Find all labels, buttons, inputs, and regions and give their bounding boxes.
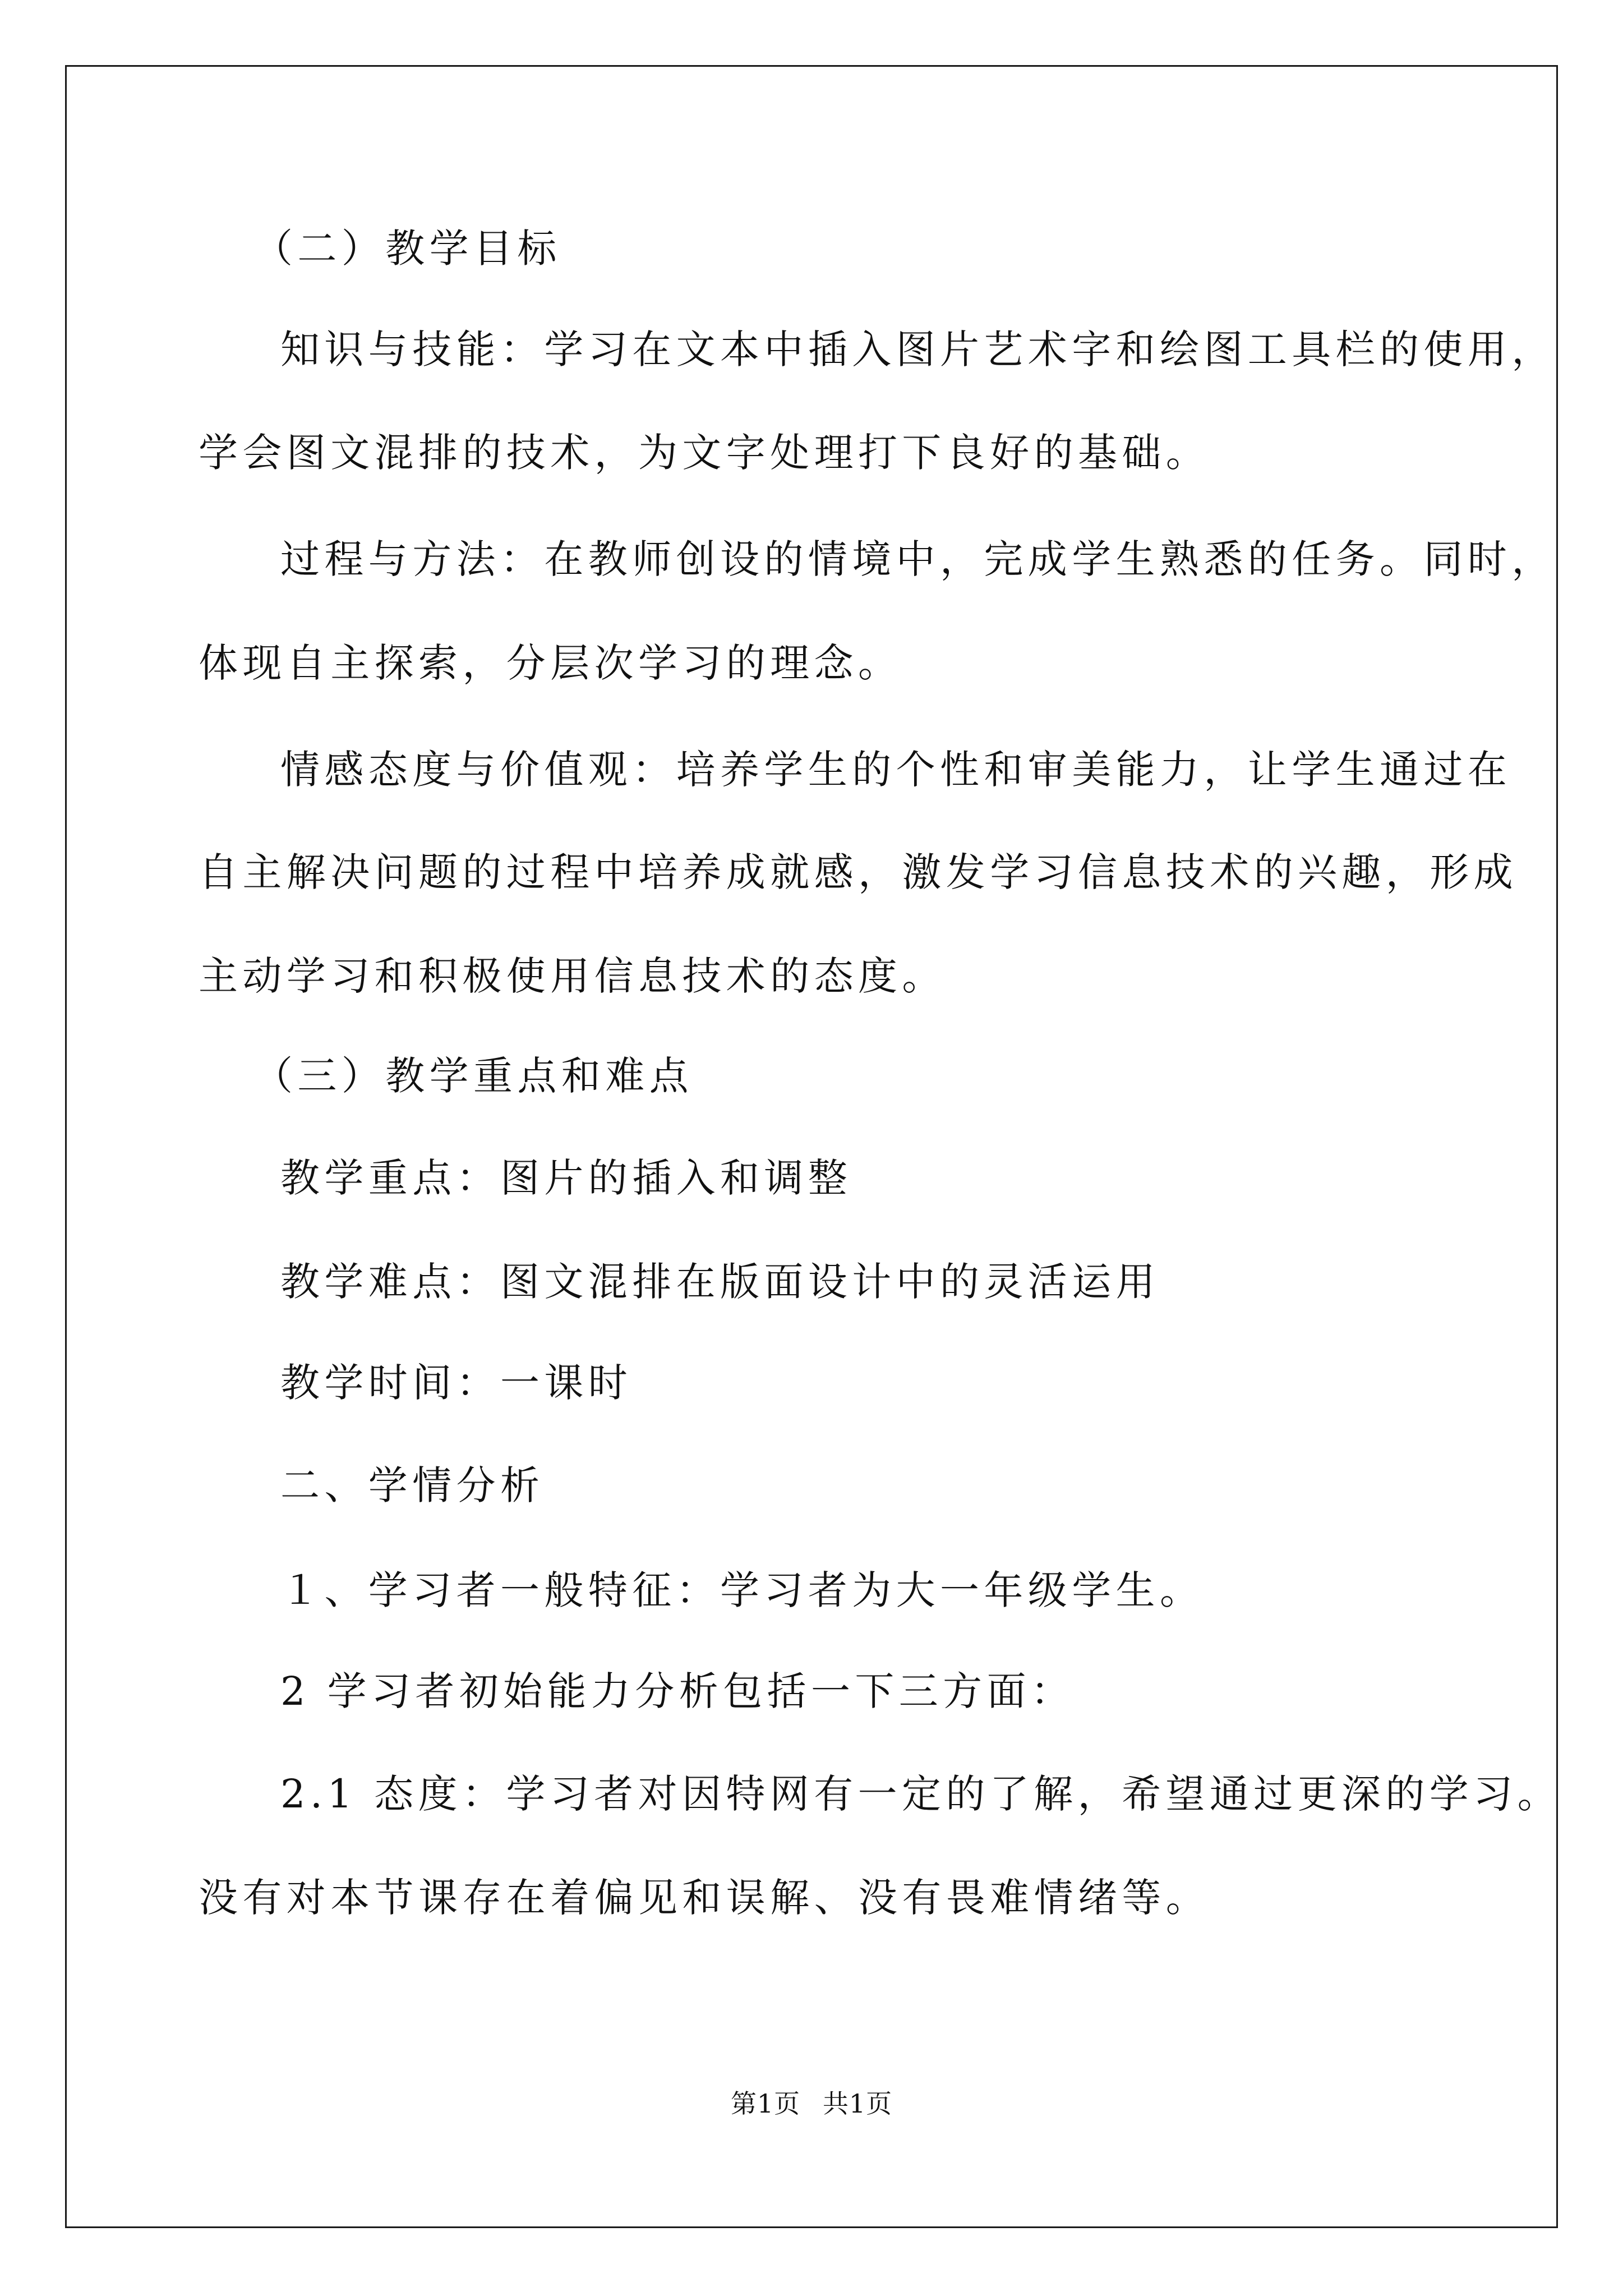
paragraph-line: 体现自主探索，分层次学习的理念。 [199,640,902,686]
paragraph-line: 主动学习和积极使用信息技术的态度。 [199,953,946,999]
paragraph-line: 学会图文混排的技术，为文字处理打下良好的基础。 [199,430,1210,476]
paragraph-line: 教学重点：图片的插入和调整 [280,1155,852,1201]
paragraph-line: １、学习者一般特征：学习者为大一年级学生。 [280,1567,1204,1613]
page-number-total: 共1页 [823,2088,893,2119]
paragraph-line: 教学难点：图文混排在版面设计中的灵活运用 [280,1259,1160,1305]
section-heading-key-points: （三）教学重点和难点 [253,1053,693,1099]
section-heading-analysis: 二、学情分析 [280,1462,545,1508]
paragraph-line: 知识与技能：学习在文本中插入图片艺术字和绘图工具栏的使用， [280,326,1556,372]
paragraph-line: 过程与方法：在教师创设的情境中，完成学生熟悉的任务。同时， [280,536,1556,582]
paragraph-line: 2.1 态度：学习者对因特网有一定的了解，希望通过更深的学习。 [280,1771,1561,1817]
paragraph-line: 自主解决问题的过程中培养成就感，激发学习信息技术的兴趣，形成 [199,849,1518,895]
paragraph-line: 2 学习者初始能力分析包括一下三方面： [280,1668,1075,1714]
page-number-current: 第1页 [730,2088,800,2119]
page-footer [0,2087,1623,2120]
section-heading-goals: （二）教学目标 [253,226,561,272]
paragraph-line: 没有对本节课存在着偏见和误解、没有畏难情绪等。 [199,1875,1210,1921]
paragraph-line: 教学时间：一课时 [280,1360,633,1406]
paragraph-line: 情感态度与价值观：培养学生的个性和审美能力，让学生通过在 [280,747,1512,793]
